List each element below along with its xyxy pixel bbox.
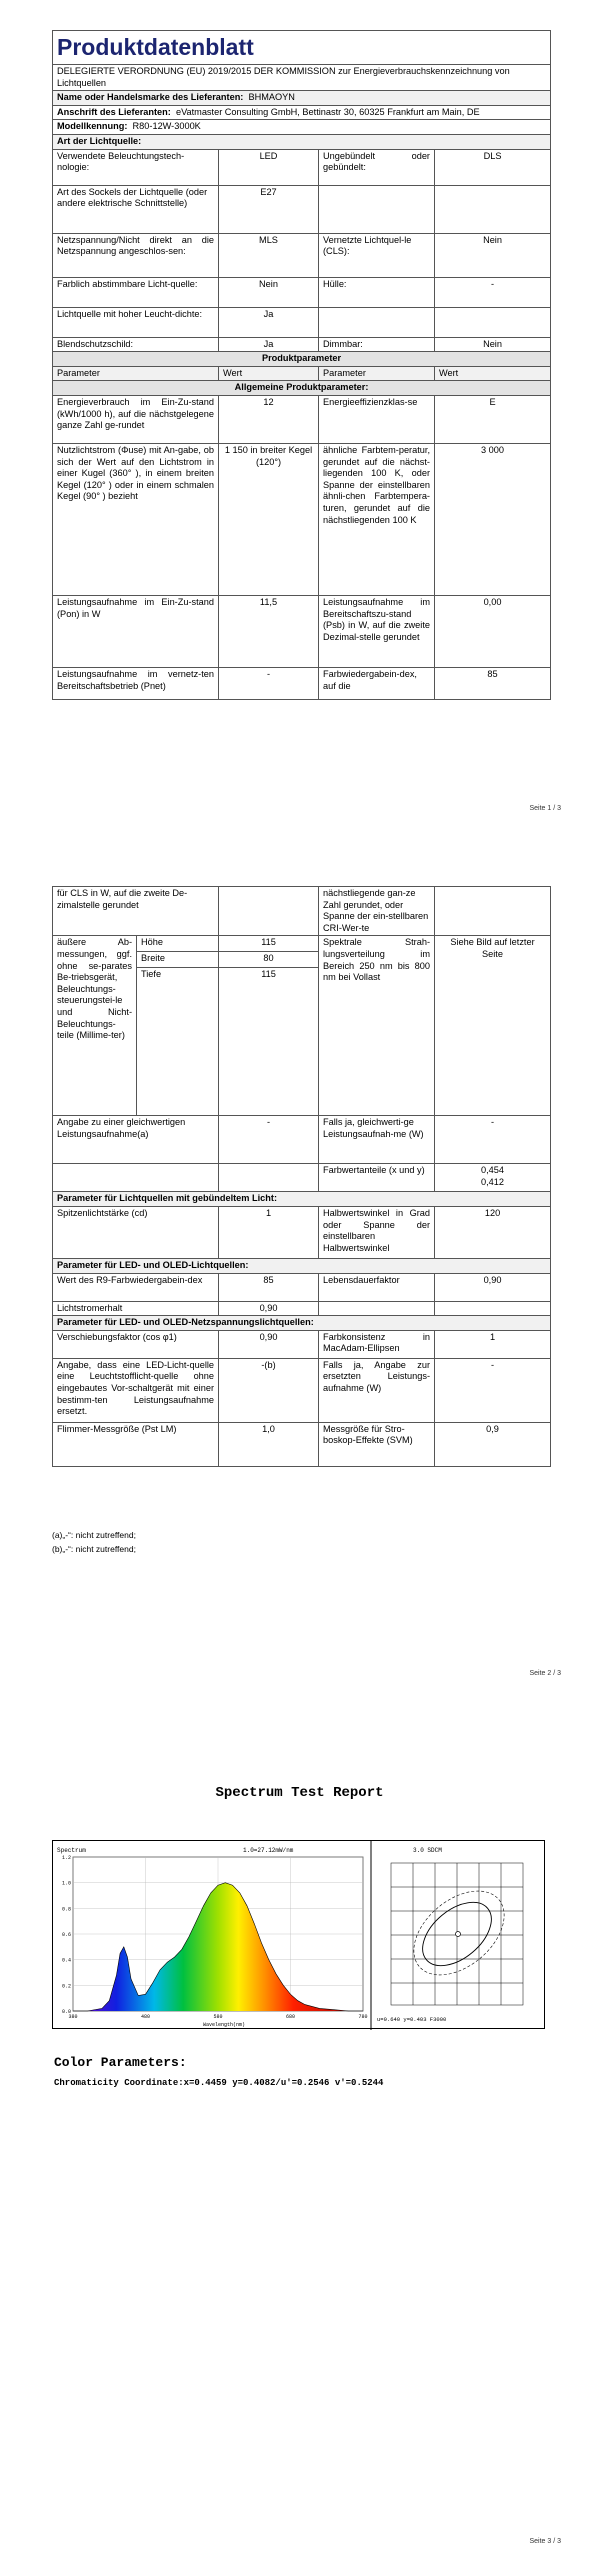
section-gebuendelt: Parameter für Lichtquellen mit gebündeltem Licht:	[53, 1192, 551, 1207]
cie-readout: u=0.640 y=0.403 F3000	[377, 2016, 447, 2023]
spectrum-y-tick-label: 1.0	[61, 1880, 71, 1887]
spectrum-y-tick-label: 0.6	[61, 1932, 71, 1938]
param-label: Art des Sockels der Lichtquelle (oder andere elektrische Schnittstelle)	[53, 185, 219, 233]
section-allgemeine: Allgemeine Produktparameter:	[53, 381, 551, 396]
param-label: Energieverbrauch im Ein-Zu-stand (kWh/1000 h), auf die nächstgelegene ganze Zahl ge-rundet	[53, 395, 219, 443]
dim-height-label: Höhe	[137, 936, 219, 952]
param-label: Blendschutzschild:	[53, 337, 219, 352]
param-value: 11,5	[219, 595, 319, 667]
footnote-a: (a)„-“: nicht zutreffend;	[52, 1530, 136, 1540]
footnotes	[52, 1528, 136, 1556]
param-value: 0,90	[219, 1301, 319, 1316]
brand-value: BHMAOYN	[248, 92, 295, 103]
section-light-source-type: Art der Lichtquelle:	[53, 134, 551, 149]
param-value: -(b)	[219, 1358, 319, 1422]
param-value: MLS	[219, 233, 319, 277]
param-value: 12	[219, 395, 319, 443]
report-title: Spectrum Test Report	[215, 1785, 384, 1801]
spectrum-y-tick-label: 0.4	[61, 1957, 71, 1964]
dim-depth-value: 115	[219, 968, 319, 1116]
address-value: eVatmaster Consulting GmbH, Bettinastr 30, 60325 Frankfurt am Main, DE	[175, 106, 480, 117]
param-value: Ja	[219, 337, 319, 352]
param-value: 1	[435, 1330, 551, 1358]
spectrum-chart	[53, 1841, 546, 2030]
page-footer: Seite 2 / 3	[529, 1670, 561, 1677]
param-label: Falls ja, gleichwerti-ge Leistungsaufnah-me (W)	[319, 1116, 435, 1164]
spectrum-x-tick-label: 380	[68, 2014, 78, 2020]
param-label: Spitzenlichtstärke (cd)	[53, 1206, 219, 1258]
footnote-b: (b)„-“: nicht zutreffend;	[52, 1544, 136, 1554]
param-label: Lebensdauerfaktor	[319, 1273, 435, 1301]
datasheet-table-page-2	[52, 886, 551, 1467]
param-label: Angabe, dass eine LED-Licht-quelle eine Leuchtstofflicht-quelle ohne eingebautes Vor-schaltgerät mit einer bestimm-ten Leistungsaufnahme ersetzt.	[53, 1358, 219, 1422]
brand-label: Name oder Handelsmarke des Lieferanten:	[57, 92, 244, 103]
param-label: Farblich abstimmbare Licht-quelle:	[53, 277, 219, 307]
param-value: Nein	[219, 277, 319, 307]
param-label: Falls ja, Angabe zur ersetzten Leistungs-aufnahme (W)	[319, 1358, 435, 1422]
spectral-value: Siehe Bild auf letzter Seite	[435, 936, 551, 1116]
spectrum-y-tick-label: 0.0	[61, 2009, 71, 2015]
dim-width-value: 80	[219, 952, 319, 968]
spectrum-x-tick-label: 480	[140, 2014, 151, 2020]
col-header-wert: Wert	[219, 366, 319, 381]
spectrum-peak-label: 1.0=27.12mW/nm	[243, 1847, 294, 1854]
param-value: -	[435, 277, 551, 307]
param-label: nächstliegende gan-ze Zahl gerundet, oder Spanne der ein-stellbaren CRI-Wer-te	[319, 887, 435, 936]
section-produktparameter: Produktparameter	[53, 352, 551, 367]
param-value: 120	[435, 1206, 551, 1258]
param-value: 1	[219, 1206, 319, 1258]
param-value: E27	[219, 185, 319, 233]
param-label: Angabe zu einer gleichwertigen Leistungsaufnahme(a)	[53, 1116, 219, 1164]
param-label: Wert des R9-Farbwiedergabein-dex	[53, 1273, 219, 1301]
page-3	[0, 1720, 599, 2560]
param-label: Verschiebungsfaktor (cos φ1)	[53, 1330, 219, 1358]
param-value: 0,90	[219, 1330, 319, 1358]
param-value: 85	[435, 667, 551, 699]
dimensions-label: äußere Ab-messungen, ggf. ohne se-parates Be-triebsgerät, Beleuchtungs-steuerungstei-le und Nicht-Beleuchtungs-teile (Millime-ter)	[53, 936, 137, 1116]
param-value: 85	[219, 1273, 319, 1301]
col-header-parameter: Parameter	[53, 366, 219, 381]
param-label: Messgröße für Stro-boskop-Effekte (SVM)	[319, 1422, 435, 1466]
param-value: LED	[219, 149, 319, 185]
measured-point	[456, 1932, 461, 1937]
page-2	[0, 860, 599, 1690]
param-value: 1 150 in breiter Kegel (120°)	[219, 443, 319, 595]
param-label: Nutzlichtstrom (Φuse) mit An-gabe, ob sich der Wert auf den Lichtstrom in einer Kugel (360° ), in einem breiten Kegel (120° ) oder in einem schmalen Kegel (90° ) bezieht	[53, 443, 219, 595]
param-value: Ja	[219, 307, 319, 337]
param-label: Leistungsaufnahme im vernetz-ten Bereitschaftsbetrieb (Pnet)	[53, 667, 219, 699]
datasheet-table-page-1	[52, 30, 551, 700]
section-led-oled-netz: Parameter für LED- und OLED-Netzspannungslichtquellen:	[53, 1316, 551, 1331]
spectrum-y-tick-label: 0.8	[61, 1906, 71, 1913]
col-header-parameter: Parameter	[319, 366, 435, 381]
param-value: DLS	[435, 149, 551, 185]
sdcm-label: 3.0 SDCM	[413, 1847, 442, 1854]
address-label: Anschrift des Lieferanten:	[57, 106, 171, 117]
spectrum-area	[73, 1883, 363, 2011]
param-value: 0,00	[435, 595, 551, 667]
spectrum-x-tick-label: 680	[285, 2014, 296, 2020]
model-label: Modellkennung:	[57, 121, 128, 132]
param-value: 3 000	[435, 443, 551, 595]
page-footer: Seite 1 / 3	[529, 805, 561, 812]
chromaticity-coordinates: Chromaticity Coordinate:x=0.4459 y=0.4082/u'=0.2546 v'=0.5244	[54, 2078, 384, 2088]
param-label: Verwendete Beleuchtungstech-nologie:	[53, 149, 219, 185]
param-value: 1,0	[219, 1422, 319, 1466]
param-value: 0,90	[435, 1273, 551, 1301]
chromaticity-y: 0,412	[481, 1176, 505, 1187]
param-label: Farbwertanteile (x und y)	[319, 1164, 435, 1192]
param-value: Nein	[435, 337, 551, 352]
dim-depth-label: Tiefe	[137, 968, 219, 1116]
param-value: -	[435, 1116, 551, 1164]
spectrum-figure	[52, 1840, 545, 2029]
param-label: Lichtstromerhalt	[53, 1301, 219, 1316]
param-value: -	[219, 1116, 319, 1164]
param-label: Netzspannung/Nicht direkt an die Netzspannung angeschlos-sen:	[53, 233, 219, 277]
param-label: Leistungsaufnahme im Ein-Zu-stand (Pon) in W	[53, 595, 219, 667]
param-label: ähnliche Farbtem-peratur, gerundet auf die nächst-liegenden 100 K, oder Spanne der einstellbaren ähnli-chen Farbtempera-turen, gerundet auf die nächstliegenden 100 K	[319, 443, 435, 595]
dim-height-value: 115	[219, 936, 319, 952]
spectrum-y-tick-label: 1.2	[61, 1855, 71, 1861]
param-value: E	[435, 395, 551, 443]
spectrum-x-tick-label: 580	[213, 2014, 223, 2020]
param-label: für CLS in W, auf die zweite De-zimalstelle gerundet	[53, 887, 219, 936]
param-value: Nein	[435, 233, 551, 277]
page-1	[0, 0, 599, 820]
param-label: Farbwiedergabein-dex, auf die	[319, 667, 435, 699]
param-label: Dimmbar:	[319, 337, 435, 352]
spectrum-xlabel: Wavelength(nm)	[203, 2022, 246, 2028]
doc-title: Produktdatenblatt	[53, 31, 551, 65]
page-footer: Seite 3 / 3	[529, 2538, 561, 2545]
chromaticity-values	[435, 1164, 551, 1192]
dim-width-label: Breite	[137, 952, 219, 968]
param-label: Flimmer-Messgröße (Pst LM)	[53, 1422, 219, 1466]
section-led-oled: Parameter für LED- und OLED-Lichtquellen:	[53, 1258, 551, 1273]
spectrum-y-tick-label: 0.2	[61, 1983, 71, 1990]
param-label: Lichtquelle mit hoher Leucht-dichte:	[53, 307, 219, 337]
param-label: Leistungsaufnahme im Bereitschaftszu-stand (Psb) in W, auf die zweite Dezimal-stelle gerundet	[319, 595, 435, 667]
model-value: R80-12W-3000K	[132, 121, 201, 132]
param-label: Energieeffizienzklas-se	[319, 395, 435, 443]
regulation-text: DELEGIERTE VERORDNUNG (EU) 2019/2015 DER KOMMISSION zur Energieverbrauchskennzeichnung von Lichtquellen	[53, 65, 551, 91]
param-label: Halbwertswinkel in Grad oder Spanne der einstellbaren Halbwertswinkel	[319, 1206, 435, 1258]
color-params-heading: Color Parameters:	[54, 2055, 187, 2070]
param-value: -	[435, 1358, 551, 1422]
param-label: Vernetzte Lichtquel-le (CLS):	[319, 233, 435, 277]
chromaticity-x: 0,454	[481, 1165, 505, 1176]
spectrum-x-tick-label: 780	[358, 2014, 368, 2020]
param-value: 0,9	[435, 1422, 551, 1466]
param-value: -	[219, 667, 319, 699]
spectral-label: Spektrale Strah-lungsverteilung im Bereich 250 nm bis 800 nm bei Vollast	[319, 936, 435, 1116]
param-label: Ungebündelt oder gebündelt:	[319, 149, 435, 185]
param-label: Farbkonsistenz in MacAdam-Ellipsen	[319, 1330, 435, 1358]
param-label: Hülle:	[319, 277, 435, 307]
spectrum-title: Spectrum	[57, 1847, 86, 1854]
col-header-wert: Wert	[435, 366, 551, 381]
